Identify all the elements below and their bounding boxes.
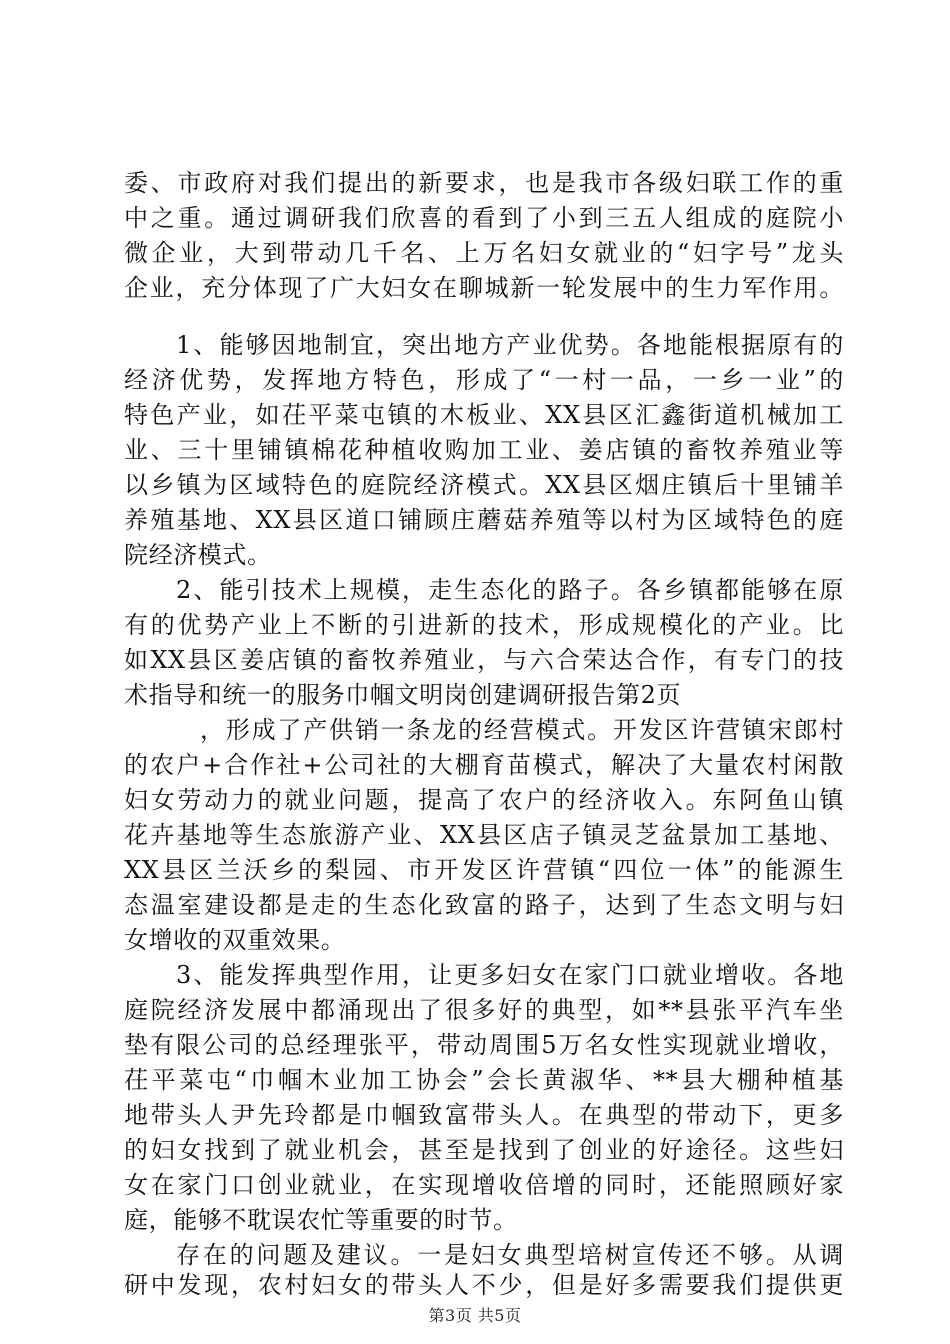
body-text-line: 中之重。通过调研我们欣喜的看到了小到三五人组成的庭院小 <box>124 204 844 232</box>
body-text-line: 茌平菜屯“巾帼木业加工协会”会长黄淑华、**县大棚种植基 <box>124 1066 844 1094</box>
section-heading-line: 1、能够因地制宜，突出地方产业优势。各地能根据原有的 <box>176 331 844 359</box>
body-text-line: 术指导和统一的服务巾帼文明岗创建调研报告第2页 <box>124 681 682 709</box>
body-text-line: 的妇女找到了就业机会，甚至是找到了创业的好途径。这些妇 <box>124 1136 844 1164</box>
body-text-line: 女在家门口创业就业，在实现增收倍增的同时，还能照顾好家 <box>124 1171 844 1199</box>
body-text-line: 有的优势产业上不断的引进新的技术，形成规模化的产业。比 <box>124 611 844 639</box>
body-text-line: 女增收的双重效果。 <box>124 926 346 954</box>
body-text-line: 如XX县区姜店镇的畜牧养殖业，与六合荣达合作，有专门的技 <box>124 646 844 674</box>
body-text-line: 以乡镇为区域特色的庭院经济模式。XX县区烟庄镇后十里铺羊 <box>124 471 844 499</box>
body-text-line: 微企业，大到带动几千名、上万名妇女就业的“妇字号”龙头 <box>124 239 844 267</box>
body-text-line: 委、市政府对我们提出的新要求，也是我市各级妇联工作的重 <box>124 169 844 197</box>
body-text-line: 花卉基地等生态旅游产业、XX县区店子镇灵芝盆景加工基地、 <box>124 821 844 849</box>
body-text-line: 的农户+合作社+公司社的大棚育苗模式，解决了大量农村闲散 <box>124 751 844 779</box>
body-text-line: 庭，能够不耽误农忙等重要的时节。 <box>124 1206 518 1234</box>
body-text-line: 庭院经济发展中都涌现出了很多好的典型，如**县张平汽车坐 <box>124 996 844 1024</box>
body-text-line: 院经济模式。 <box>124 541 272 569</box>
body-text-line: 研中发现，农村妇女的带头人不少，但是好多需要我们提供更 <box>124 1271 844 1299</box>
body-text-line: ，形成了产供销一条龙的经营模式。开发区许营镇宋郎村 <box>200 716 844 744</box>
body-text-line: 特色产业，如茌平菜屯镇的木板业、XX县区汇鑫街道机械加工 <box>124 401 844 429</box>
body-text-line: 业、三十里铺镇棉花种植收购加工业、姜店镇的畜牧养殖业等 <box>124 436 844 464</box>
section-heading-line: 存在的问题及建议。一是妇女典型培树宣传还不够。从调 <box>176 1241 844 1269</box>
body-text-line: 养殖基地、XX县区道口铺顾庄蘑菇养殖等以村为区域特色的庭 <box>124 506 844 534</box>
body-text-line: 地带头人尹先玲都是巾帼致富带头人。在典型的带动下，更多 <box>124 1101 844 1129</box>
body-text-line: 经济优势，发挥地方特色，形成了“一村一品，一乡一业”的 <box>124 366 844 394</box>
body-text-line: 垫有限公司的总经理张平，带动周围5万名女性实现就业增收， <box>124 1031 844 1059</box>
body-text-line: 态温室建设都是走的生态化致富的路子，达到了生态文明与妇 <box>124 891 844 919</box>
body-text-line: XX县区兰沃乡的梨园、市开发区许营镇“四位一体”的能源生 <box>124 856 844 884</box>
section-heading-line: 3、能发挥典型作用，让更多妇女在家门口就业增收。各地 <box>176 961 844 989</box>
page-footer: 第3页 共5页 <box>428 1306 522 1325</box>
body-text-line: 妇女劳动力的就业问题，提高了农户的经济收入。东阿鱼山镇 <box>124 786 844 814</box>
section-heading-line: 2、能引技术上规模，走生态化的路子。各乡镇都能够在原 <box>176 576 844 604</box>
body-text-line: 企业，充分体现了广大妇女在聊城新一轮发展中的生力军作用。 <box>124 274 844 302</box>
